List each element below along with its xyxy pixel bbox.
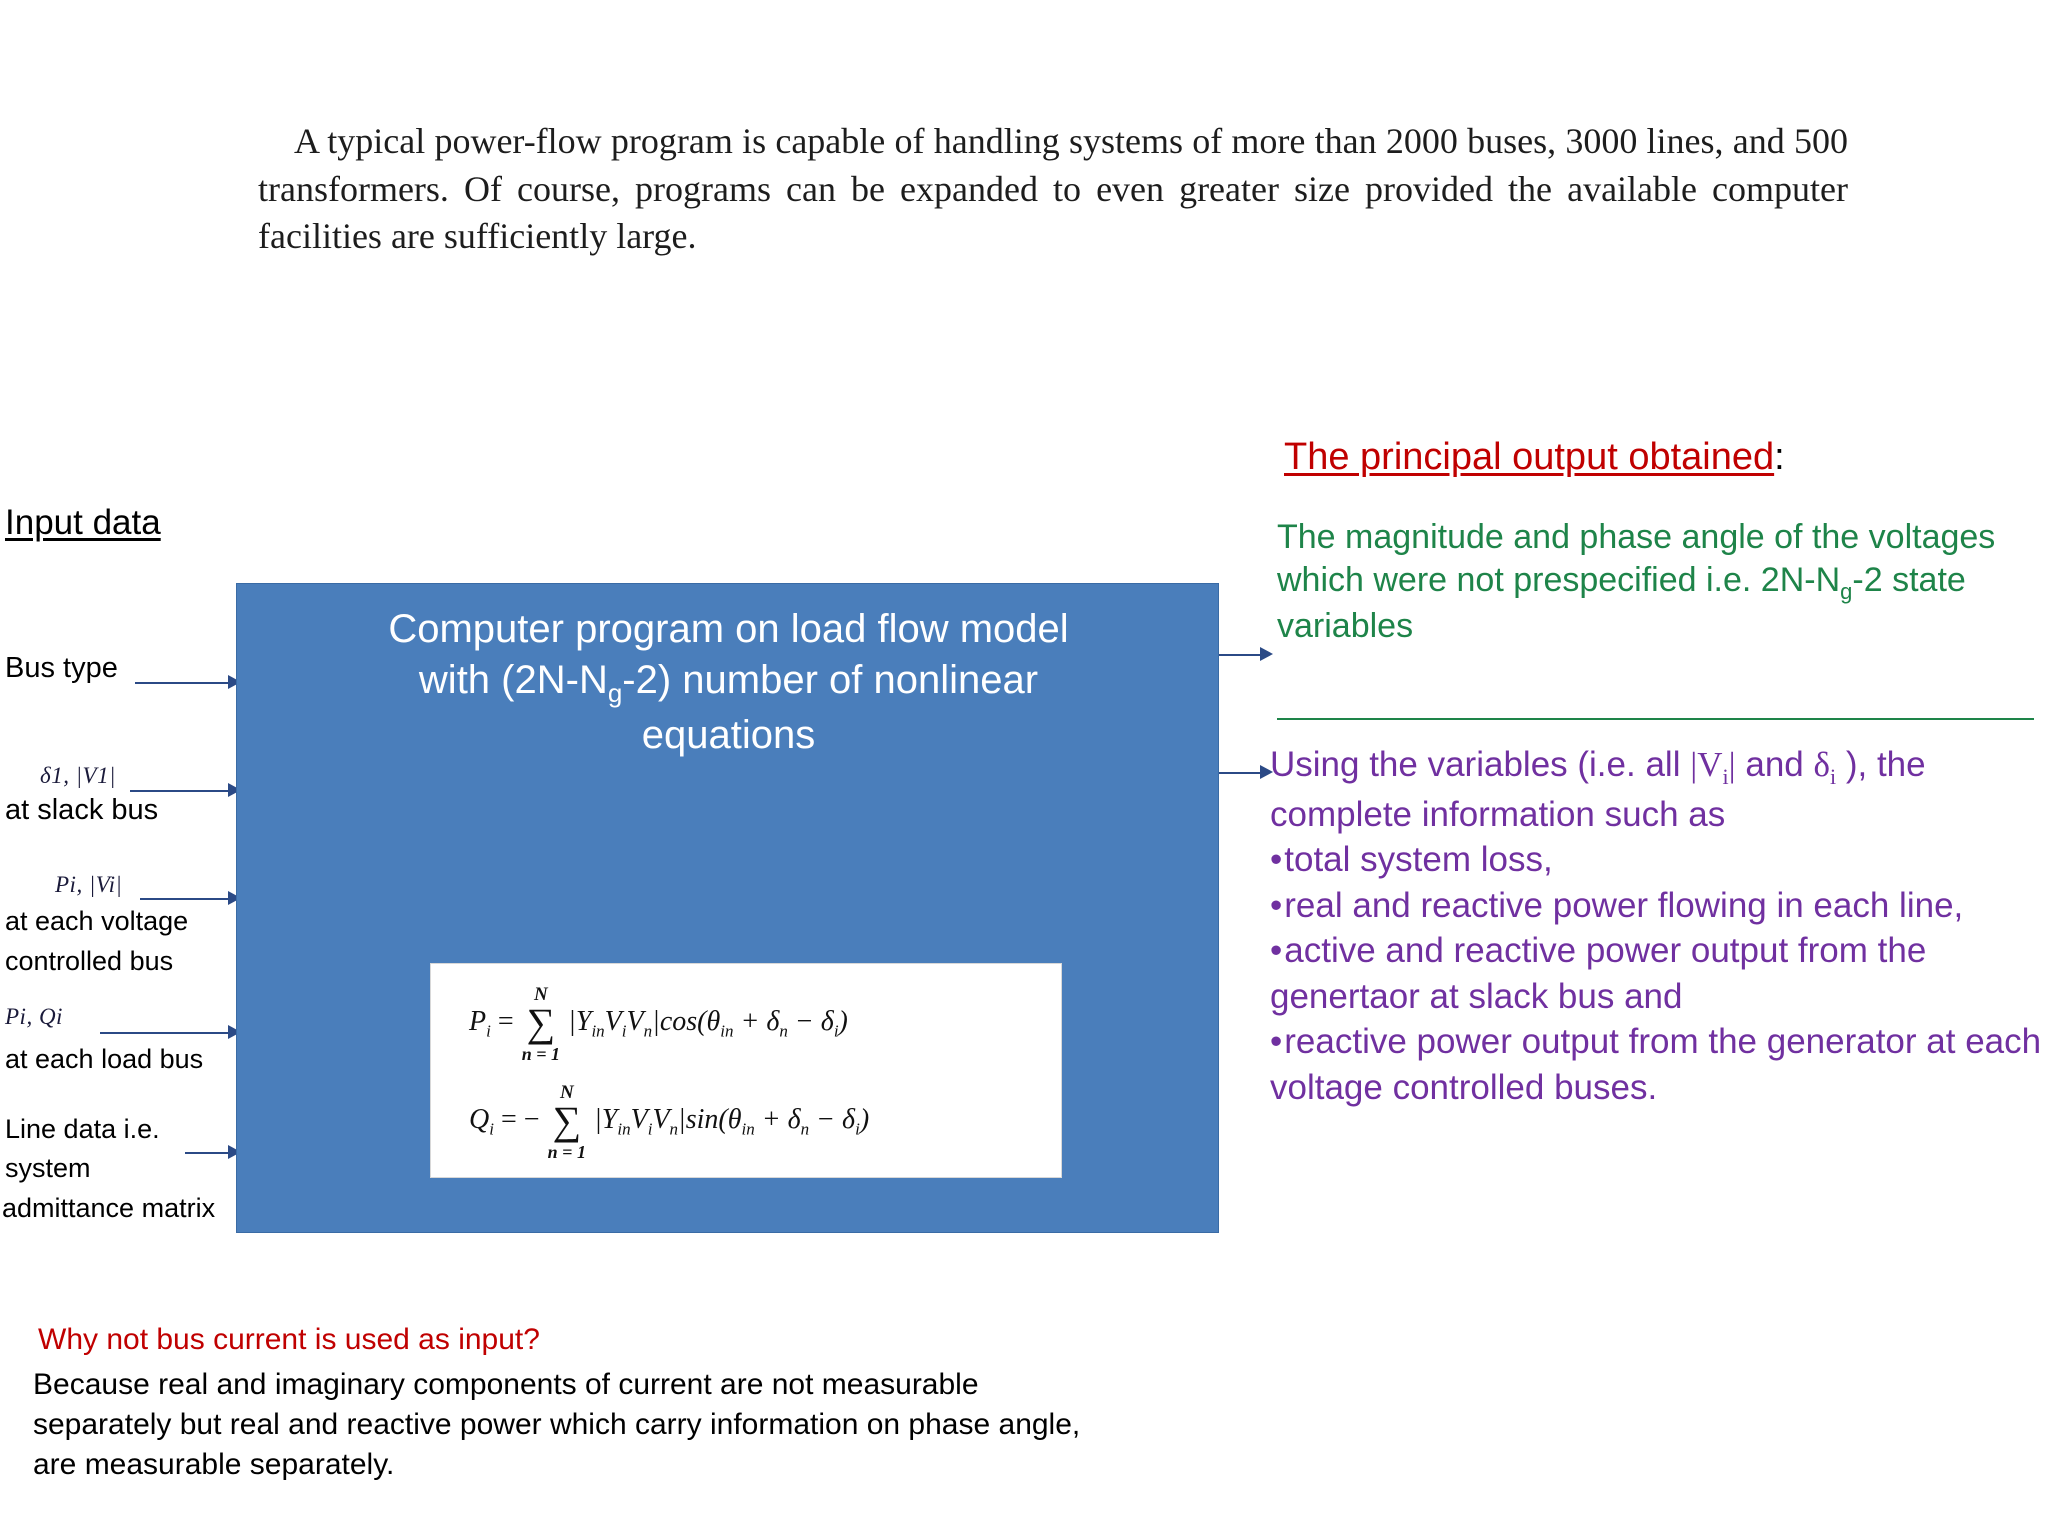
equation-panel xyxy=(430,963,1062,1178)
label-slack-math: δ1, |V1| xyxy=(40,763,116,788)
label-line-text-1: Line data i.e. xyxy=(5,1114,160,1144)
sum-upper-q: N xyxy=(559,1082,574,1103)
equation-p-equals: = xyxy=(497,1006,521,1037)
list-item: • active and reactive power output from the genertaor at slack bus and xyxy=(1270,928,2045,1019)
list-item: • reactive power output from the generator at each voltage controlled buses. xyxy=(1270,1019,2045,1110)
intro-paragraph-text: A typical power-flow program is capable of handling systems of more than 2000 buses, 3000 lines, and 500 transformers. Of course, programs can be expanded to even greater size provided the available computer facilities are sufficiently large. xyxy=(258,121,1848,257)
arrow-bus-type xyxy=(135,682,235,684)
title-line2-a: with (2N-N xyxy=(418,658,608,703)
list-item: • real and reactive power flowing in each line, xyxy=(1270,883,2045,929)
summation-symbol-p: N ∑ n = 1 xyxy=(521,984,561,1064)
process-box-title-line2 xyxy=(267,655,1190,710)
why-answer: Because real and imaginary components of current are not measurable separately but real and reactive power which carry information on phase angle, are measurable separately. xyxy=(33,1368,1081,1481)
equation-q-equals: = − xyxy=(500,1104,547,1135)
label-load-text: at each load bus xyxy=(5,1044,204,1074)
label-slack-text: at slack bus xyxy=(5,794,159,826)
list-item: • total system loss, xyxy=(1270,837,2045,883)
label-line-text-2: system xyxy=(5,1153,91,1183)
equation-p-lhs: $P_i$ xyxy=(469,1006,491,1041)
process-box-title-line3: equations xyxy=(641,713,816,758)
intro-paragraph xyxy=(258,118,1848,261)
principal-output-green-text xyxy=(1277,516,2027,648)
arrow-output-green-head xyxy=(1260,647,1273,661)
purple-delta-symbol: $\delta_i$ xyxy=(1813,745,1837,789)
equation-q xyxy=(469,1082,870,1162)
equation-q-lhs: $Q_i$ xyxy=(469,1104,494,1139)
title-line2-b: -2) number of nonlinear xyxy=(622,658,1039,703)
title-line2-sub: g xyxy=(607,678,623,709)
sum-upper-p: N xyxy=(534,984,548,1005)
label-pv-math: Pi, |Vi| xyxy=(55,872,123,897)
summation-symbol-q: N ∑ n = 1 xyxy=(547,1082,586,1162)
label-bus-type: Bus type xyxy=(5,652,118,684)
purple-intro xyxy=(1270,742,2045,837)
purple-bullet-list xyxy=(1270,837,2045,1110)
label-load-math: Pi, Qi xyxy=(5,1004,63,1029)
arrow-slack xyxy=(130,790,235,792)
purple-intro-a: Using the variables (i.e. all xyxy=(1270,745,1691,784)
label-pv-text-1: at each voltage xyxy=(5,906,189,936)
purple-intro-c: ), the complete information such as xyxy=(1270,745,1926,834)
principal-output-heading-colon: : xyxy=(1774,436,1785,478)
principal-output-heading xyxy=(1284,436,1785,479)
principal-output-heading-text: The principal output obtained xyxy=(1284,436,1775,478)
label-line-text-3: admittance matrix xyxy=(2,1193,216,1223)
equation-q-body: $|Y_{in}V_iV_n|\sin(\theta_{in} + \delta_n - \delta_i)$ xyxy=(594,1104,870,1139)
principal-output-purple-text xyxy=(1270,742,2045,1110)
why-question: Why not bus current is used as input? xyxy=(38,1323,540,1356)
purple-intro-b: and xyxy=(1735,745,1814,784)
input-data-heading: Input data xyxy=(5,503,161,542)
green-text-part1: The magnitude and phase angle of the voltages which were not prespecified i.e. 2N-N xyxy=(1277,518,1996,599)
sum-lower-q: n = 1 xyxy=(547,1141,586,1162)
arrow-output-purple-head xyxy=(1260,765,1273,779)
green-divider xyxy=(1277,718,2034,720)
process-box-title-line1: Computer program on load flow model xyxy=(388,607,1069,651)
green-text-sub: g xyxy=(1840,578,1853,604)
process-box-title xyxy=(267,604,1190,762)
purple-v-symbol: $|V_i|$ xyxy=(1690,745,1736,789)
equation-p xyxy=(469,984,848,1064)
green-text-part2: -2 state variables xyxy=(1277,560,1966,646)
arrow-load xyxy=(100,1032,235,1034)
label-pv-text-2: controlled bus xyxy=(5,946,174,976)
sum-lower-p: n = 1 xyxy=(521,1043,561,1064)
equation-p-body: $|Y_{in}V_iV_n|\cos(\theta_{in} + \delta_n - \delta_i)$ xyxy=(568,1006,848,1041)
arrow-pv xyxy=(140,898,235,900)
